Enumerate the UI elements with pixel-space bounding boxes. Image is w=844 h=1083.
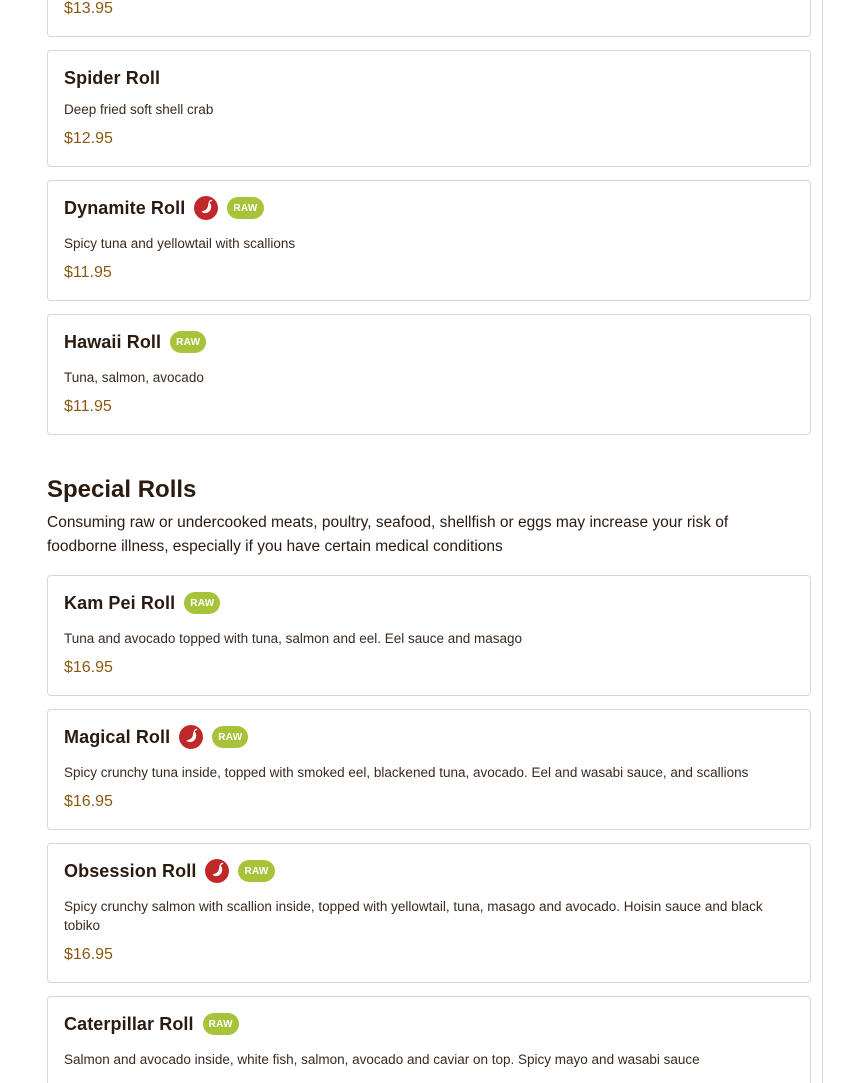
item-price: $13.95 [64, 0, 113, 17]
raw-badge: RAW [170, 331, 206, 353]
item-name: Caterpillar Roll [64, 1013, 194, 1034]
item-name: Obsession Roll [64, 860, 197, 881]
raw-badge: RAW [203, 1013, 239, 1035]
chili-pepper-icon [205, 859, 229, 883]
raw-badge: RAW [184, 592, 220, 614]
item-description: Deep fried soft shell crab [64, 102, 214, 117]
item-price: $11.95 [64, 264, 112, 281]
chili-pepper-icon [194, 196, 218, 220]
item-description: Spicy crunchy tuna inside, topped with smoked eel, blackened tuna, avocado. Eel and wasabi sauce, and scallions [64, 765, 749, 780]
section-title: Special Rolls [47, 476, 197, 503]
menu-item-card[interactable] [47, 843, 811, 983]
item-price: $16.95 [64, 946, 113, 963]
item-header [64, 66, 160, 90]
item-description: Tuna, salmon, avocado [64, 370, 204, 385]
chili-pepper-icon [179, 725, 203, 749]
item-description: Spicy tuna and yellowtail with scallions [64, 236, 296, 251]
item-header [64, 329, 206, 355]
item-header [64, 195, 264, 221]
menu-item-card[interactable] [47, 996, 811, 1083]
menu-item-card[interactable] [47, 0, 811, 37]
item-name: Magical Roll [64, 726, 171, 747]
item-header [64, 724, 248, 750]
menu-item-card[interactable] [47, 50, 811, 167]
page-right-border [822, 0, 823, 1083]
item-header [64, 858, 275, 884]
item-name: Spider Roll [64, 67, 161, 88]
menu-item-card[interactable] [47, 709, 811, 830]
item-price: $12.95 [64, 130, 113, 147]
item-description: Tuna and avocado topped with tuna, salmon and eel. Eel sauce and masago [64, 631, 523, 646]
menu-item-card[interactable] [47, 575, 811, 696]
raw-badge: RAW [227, 197, 263, 219]
menu-item-card[interactable] [47, 180, 811, 301]
item-description: Salmon and avocado inside, white fish, salmon, avocado and caviar on top. Spicy mayo and wasabi sauce [64, 1052, 700, 1067]
item-name: Kam Pei Roll [64, 592, 176, 613]
item-price: $11.95 [64, 398, 112, 415]
item-header [64, 1011, 239, 1037]
item-price: $16.95 [64, 659, 113, 676]
section-disclaimer: Consuming raw or undercooked meats, poultry, seafood, shellfish or eggs may increase your risk of foodborne illness, especially if you have certain medical conditions [47, 514, 729, 555]
item-price: $16.95 [64, 793, 113, 810]
raw-badge: RAW [238, 860, 274, 882]
item-description: Spicy crunchy salmon with scallion inside, topped with yellowtail, tuna, masago and avocado. Hoisin sauce and black tobiko [64, 899, 763, 933]
item-name: Dynamite Roll [64, 197, 186, 218]
item-name: Hawaii Roll [64, 331, 162, 352]
raw-badge: RAW [212, 726, 248, 748]
menu-item-card[interactable] [47, 314, 811, 435]
item-header [64, 590, 220, 616]
